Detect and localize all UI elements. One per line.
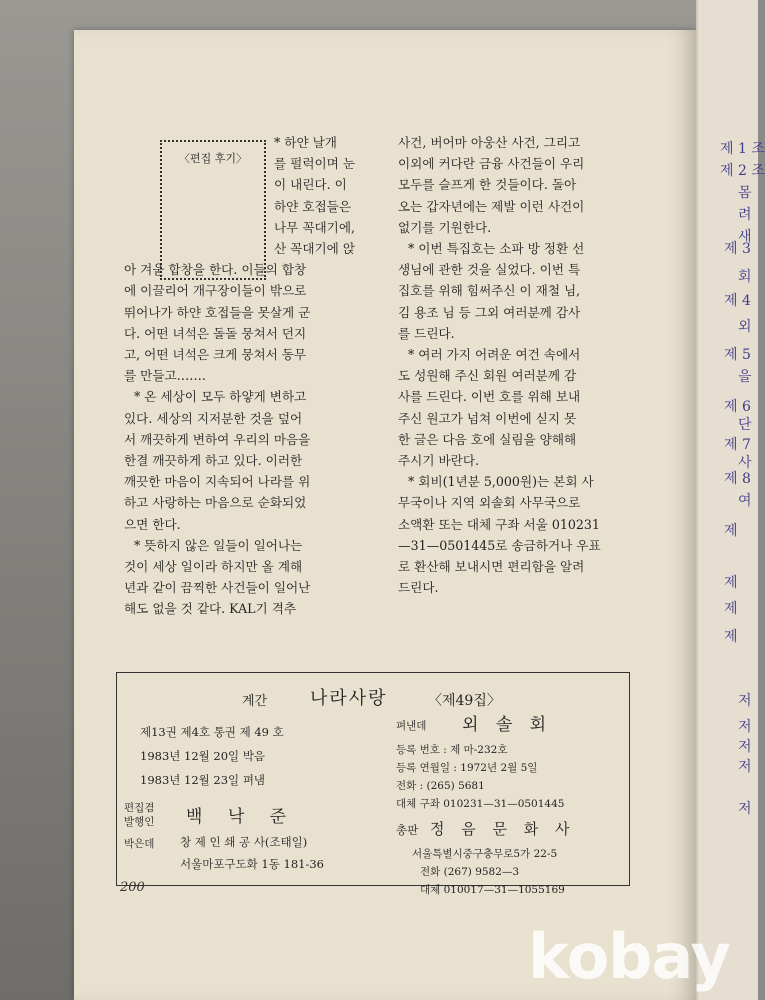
text-line: 도 성원해 주신 회원 여러분께 감 bbox=[398, 368, 577, 384]
adjacent-page-text: 저 bbox=[738, 739, 752, 755]
editor-label-1: 편집겸 bbox=[124, 802, 155, 814]
watermark-logo: kobay bbox=[528, 920, 730, 993]
publisher-account: 대체 구좌 010231—31—0501445 bbox=[396, 798, 565, 810]
publisher-name: 외 솔 회 bbox=[462, 715, 553, 735]
publisher-phone: 전화 : (265) 5681 bbox=[396, 780, 485, 792]
adjacent-page-text: 저 bbox=[738, 693, 752, 709]
colophon-title: 나라사랑 bbox=[310, 688, 388, 709]
text-line: 으면 한다. bbox=[124, 516, 181, 532]
adjacent-page-text: 사 bbox=[738, 455, 752, 471]
text-line: 이외에 커다란 금융 사건들이 우리 bbox=[398, 156, 585, 172]
text-line: 사를 드린다. 이번 호를 위해 보내 bbox=[398, 389, 581, 405]
adjacent-page-text: 제 7 bbox=[724, 437, 751, 453]
page-number: 200 bbox=[120, 880, 145, 895]
colophon-issue: 〈제49집〉 bbox=[428, 693, 501, 709]
text-line: * 회비(1년분 5,000원)는 본회 사 bbox=[408, 474, 594, 490]
text-line: 모두를 슬프게 한 것들이다. 돌아 bbox=[398, 177, 577, 193]
distributor-address: 서울특별시중구충무로5가 22-5 bbox=[412, 848, 558, 860]
adjacent-page-text: 제 bbox=[724, 523, 738, 539]
text-line: 년과 같이 끔찍한 사건들이 일어난 bbox=[124, 580, 311, 596]
text-line: * 하얀 날개 bbox=[274, 135, 337, 150]
printer-name: 창 제 인 쇄 공 사(조태일) bbox=[180, 835, 308, 849]
text-column-right bbox=[398, 132, 642, 598]
colophon-kind: 계간 bbox=[242, 694, 268, 709]
text-line: 김 용조 님 등 그외 여러분께 감사 bbox=[398, 304, 581, 320]
distributor-label: 총판 bbox=[396, 823, 419, 837]
adjacent-page-text: 제 1 조 bbox=[720, 141, 765, 157]
text-line: * 이번 특집호는 소파 방 정환 선 bbox=[408, 241, 585, 257]
text-line: 한 글은 다음 호에 실림을 양해해 bbox=[398, 431, 577, 447]
text-line: * 온 세상이 모두 하얗게 변하고 bbox=[134, 389, 307, 405]
publisher-label: 펴낸데 bbox=[396, 720, 427, 732]
text-column-left bbox=[124, 132, 390, 620]
text-line: 나무 꼭대기에, bbox=[274, 219, 355, 235]
text-line: 산 꼭대기에 앉 bbox=[274, 241, 355, 257]
editor-name: 백 낙 준 bbox=[186, 807, 297, 827]
text-line: 다. 어떤 녀석은 돌돌 뭉쳐서 던지 bbox=[124, 325, 307, 341]
text-line: * 뜻하지 않은 일들이 일어나는 bbox=[134, 537, 303, 553]
text-line: 이 내린다. 이 bbox=[274, 177, 347, 193]
adjacent-page-text: 회 bbox=[738, 269, 752, 285]
text-line: 를 펄럭이며 눈 bbox=[274, 156, 355, 172]
adjacent-page-text: 제 bbox=[724, 601, 738, 617]
registration-date: 등록 연월일 : 1972년 2월 5일 bbox=[396, 762, 538, 774]
printer-label: 박은데 bbox=[124, 838, 155, 850]
adjacent-page-text: 제 5 bbox=[724, 347, 751, 363]
adjacent-page-text: 여 bbox=[738, 493, 752, 509]
text-line: 깨끗한 마음이 지속되어 나라를 위 bbox=[124, 474, 311, 490]
text-line: 한결 깨끗하게 하고 있다. 이러한 bbox=[124, 453, 303, 469]
volume-line: 제13권 제4호 통권 제 49 호 bbox=[140, 725, 284, 739]
adjacent-page-text: 몸 bbox=[738, 185, 752, 201]
adjacent-page-text: 제 bbox=[724, 575, 738, 591]
adjacent-page-text: 저 bbox=[738, 801, 752, 817]
adjacent-page-text: 제 6 bbox=[724, 399, 751, 415]
text-line: 주시기 바란다. bbox=[398, 453, 479, 469]
text-line: 있다. 세상의 지저분한 것을 덮어 bbox=[124, 410, 303, 426]
printer-address: 서울마포구도화 1동 181-36 bbox=[180, 857, 324, 871]
text-line: 드린다. bbox=[398, 580, 439, 596]
adjacent-page-text: 새 bbox=[738, 229, 752, 245]
text-line: 집호를 위해 힘써주신 이 재철 님, bbox=[398, 283, 581, 299]
text-line: 하얀 호접들은 bbox=[274, 198, 351, 214]
adjacent-page-text: 제 4 bbox=[724, 293, 751, 309]
adjacent-page bbox=[696, 0, 765, 1000]
editor-note-label: 〈편집 후기〉 bbox=[178, 152, 247, 165]
print-date: 1983년 12월 20일 박음 bbox=[140, 749, 266, 763]
text-line: 하고 사랑하는 마음으로 순화되었 bbox=[124, 495, 307, 511]
text-line: 오는 갑자년에는 제발 이런 사건이 bbox=[398, 198, 585, 214]
adjacent-page-text: 제 3 bbox=[724, 241, 751, 257]
adjacent-page-text: 제 8 bbox=[724, 471, 751, 487]
text-line: 뛰어나가 하얀 호접들을 못살게 군 bbox=[124, 304, 311, 320]
text-line: 주신 원고가 넘쳐 이번에 싣지 못 bbox=[398, 410, 577, 426]
editor-label-2: 발행인 bbox=[124, 816, 155, 828]
distributor-name: 정 음 문 화 사 bbox=[430, 820, 576, 838]
text-line: 무국이나 지역 외솔회 사무국으로 bbox=[398, 495, 581, 511]
text-line: 사건, 버어마 아웅산 사건, 그리고 bbox=[398, 135, 581, 150]
text-line: 소액환 또는 대체 구좌 서울 010231 bbox=[398, 516, 600, 532]
text-line: —31—0501445로 송금하거나 우표 bbox=[398, 537, 601, 553]
text-line: 를 드린다. bbox=[398, 325, 455, 341]
publish-date: 1983년 12월 23일 펴냄 bbox=[140, 773, 266, 787]
text-line: 생님에 관한 것을 실었다. 이번 특 bbox=[398, 262, 581, 278]
adjacent-page-text: 단 bbox=[738, 417, 752, 433]
adjacent-page-text: 려 bbox=[738, 207, 752, 223]
text-line: 것이 세상 일이라 하지만 올 계해 bbox=[124, 559, 303, 575]
adjacent-page-text: 저 bbox=[738, 719, 752, 735]
adjacent-page-text: 외 bbox=[738, 319, 752, 335]
text-line: 서 깨끗하게 변하여 우리의 마음을 bbox=[124, 431, 311, 447]
registration-number: 등록 번호 : 제 마-232호 bbox=[396, 744, 508, 756]
adjacent-page-text: 제 bbox=[724, 629, 738, 645]
adjacent-page-text: 저 bbox=[738, 759, 752, 775]
distributor-phone: 전화 (267) 9582—3 bbox=[420, 866, 520, 878]
text-line: * 여러 가지 어려운 여건 속에서 bbox=[408, 347, 581, 363]
text-line: 로 환산해 보내시면 편리함을 알려 bbox=[398, 559, 585, 575]
distributor-account: 대체 010017—31—1055169 bbox=[420, 884, 565, 896]
text-line: 없기를 기원한다. bbox=[398, 219, 492, 235]
text-line: 에 이끌리어 개구장이들이 밖으로 bbox=[124, 283, 307, 299]
adjacent-page-text: 제 2 조 bbox=[720, 163, 765, 179]
text-line: 해도 없을 것 같다. KAL기 격추 bbox=[124, 601, 297, 617]
text-line: 아 겨울 합창을 한다. 이들의 합창 bbox=[124, 262, 307, 278]
text-line: 를 만들고……. bbox=[124, 368, 206, 384]
adjacent-page-text: 을 bbox=[738, 369, 752, 385]
text-line: 고, 어떤 녀석은 크게 뭉쳐서 동무 bbox=[124, 347, 307, 363]
